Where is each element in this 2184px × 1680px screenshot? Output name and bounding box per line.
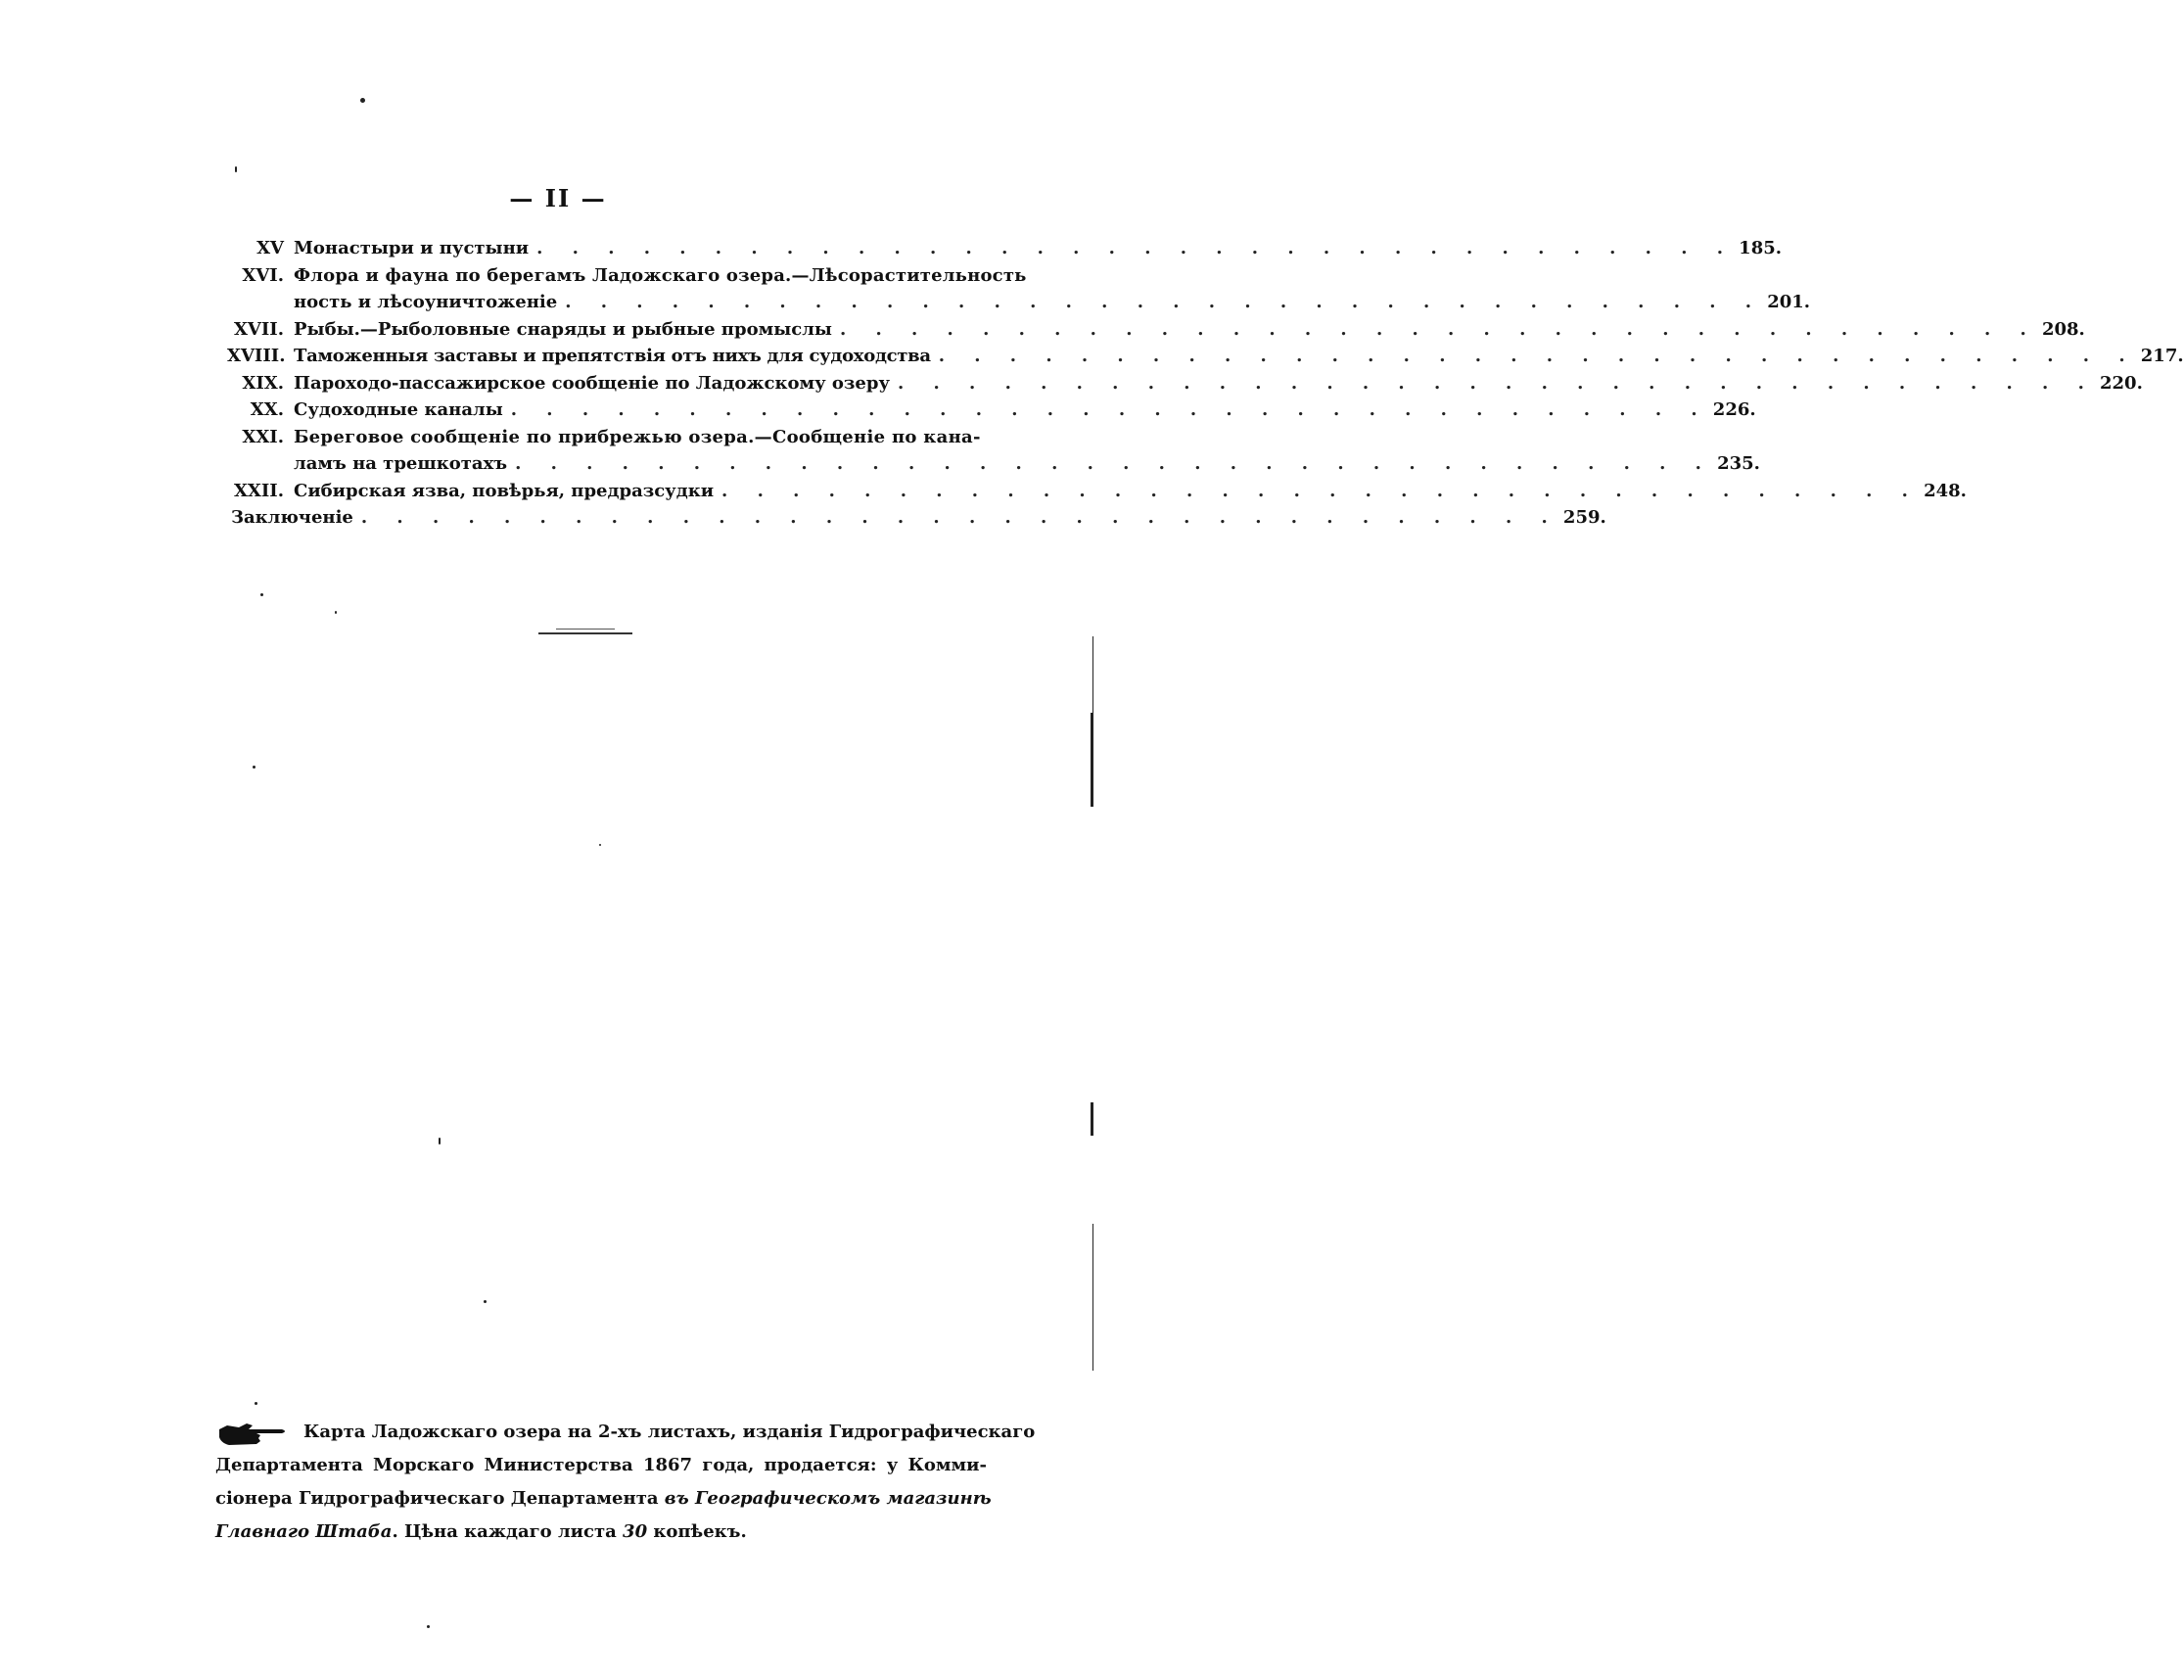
notice-line: Департамента Морскаго Министерства 1867 года, продается: у Комми- [215, 1455, 987, 1475]
notice-line [215, 1482, 992, 1516]
scan-speck [360, 98, 365, 103]
notice-text: . Цѣна каждаго листа [392, 1521, 624, 1542]
toc-entry-number: XVIII. [227, 346, 286, 366]
toc-entry [227, 343, 2184, 370]
table-of-contents [227, 235, 2184, 532]
toc-entry [227, 235, 1783, 262]
scan-speck [260, 593, 263, 596]
toc-entry [227, 397, 1756, 424]
toc-leader-dots: . . . . . . . . . . . . . . . . . . . . . . . . . . . . . . . . . . [515, 453, 1713, 474]
toc-leader-dots: . . . . . . . . . . . . . . . . . . . . . . . . . . . . . . . . . . [839, 318, 2038, 340]
section-divider [556, 629, 615, 630]
notice-text: сіонера Гидрографическаго Департамента [215, 1488, 665, 1509]
toc-entry-continuation [227, 450, 1760, 478]
section-divider [538, 632, 632, 634]
toc-entry-conclusion [227, 504, 1606, 532]
toc-leader-dots: . . . . . . . . . . . . . . . . . . . . . . . . . . . . . . . . . . [938, 346, 2137, 366]
toc-entry-title: Рыбы.—Рыболовные снаряды и рыбные промыслы [294, 318, 832, 340]
toc-entry-title: Пароходо-пассажирское сообщеніе по Ладожскому озеру [294, 372, 890, 394]
page-number-header: — II — [509, 184, 607, 212]
toc-leader-dots: . . . . . . . . . . . . . . . . . . . . . . . . . . . . . . . . . . [360, 507, 1559, 528]
scan-edge-mark [1091, 1102, 1093, 1136]
toc-entry-title: Флора и фауна по берегамъ Ладожскаго озера.—Лѣсорастительность [294, 264, 1027, 286]
toc-leader-dots: . . . . . . . . . . . . . . . . . . . . . . . . . . . . . . . . . . [536, 238, 1736, 258]
toc-entry-number: XXI. [242, 426, 284, 447]
scan-speck [335, 611, 337, 614]
toc-entry-page: 208. [2041, 318, 2085, 340]
toc-entry-page: 226. [1712, 399, 1756, 420]
map-sale-notice [215, 1416, 1036, 1549]
toc-leader-dots: . . . . . . . . . . . . . . . . . . . . . . . . . . . . . . . . . . [565, 292, 1764, 312]
scan-speck [253, 766, 256, 769]
toc-entry-page: 217. [2140, 346, 2184, 366]
notice-italic-text: въ Географическомъ магазинѣ [664, 1488, 992, 1509]
toc-entry-page: 185. [1739, 238, 1783, 258]
toc-entry [227, 262, 1027, 290]
scan-speck [255, 1402, 257, 1405]
toc-entry-title: Таможенныя заставы и препятствія отъ нихъ для судоходства [294, 346, 931, 366]
toc-entry-title: Береговое сообщеніе по прибрежью озера.—Сообщеніе по кана- [294, 426, 981, 447]
scan-edge-mark [1092, 1224, 1093, 1371]
toc-entry-number: XX. [250, 399, 284, 420]
toc-entry-title: Сибирская язва, повѣрья, предразсудки [294, 480, 715, 501]
toc-entry-number: XXII. [233, 480, 284, 501]
toc-leader-dots: . . . . . . . . . . . . . . . . . . . . . . . . . . . . . . . . . . [721, 480, 1920, 501]
scan-speck [427, 1625, 430, 1628]
notice-line [215, 1516, 987, 1549]
toc-leader-dots: . . . . . . . . . . . . . . . . . . . . . . . . . . . . . . . . . . [897, 372, 2096, 394]
notice-price: 30 [623, 1521, 648, 1542]
toc-entry-number: XV [256, 238, 284, 258]
toc-entry-title: Монастыри и пустыни [294, 238, 530, 258]
notice-text: копѣекъ. [647, 1521, 747, 1542]
toc-entry-title: Судоходные каналы [294, 399, 503, 420]
toc-entry [227, 316, 2085, 344]
toc-entry [227, 478, 1967, 505]
toc-entry-title: ламъ на трешкотахъ [294, 453, 508, 474]
scan-speck [439, 1138, 441, 1144]
toc-entry-title: ность и лѣсоуничтоженіе [294, 292, 558, 312]
toc-entry-page: 248. [1924, 480, 1967, 501]
scan-edge-mark [1091, 713, 1093, 807]
toc-entry-page: 201. [1767, 292, 1811, 312]
notice-line: Карта Ладожскаго озера на 2-хъ листахъ, изданія Гидрографическаго [303, 1422, 1036, 1442]
toc-entry-page: 235. [1717, 453, 1760, 474]
toc-entry-number: XVI. [242, 264, 284, 286]
toc-leader-dots: . . . . . . . . . . . . . . . . . . . . . . . . . . . . . . . . . . [510, 399, 1709, 420]
notice-italic-text: Главнаго Штаба [215, 1521, 393, 1542]
toc-entry-number: XIX. [242, 372, 284, 394]
scan-speck [235, 166, 237, 172]
toc-entry-continuation [227, 289, 1811, 316]
toc-entry [227, 424, 979, 451]
toc-entry [227, 370, 2143, 397]
scan-speck [599, 844, 601, 846]
toc-entry-title: Заключеніе [231, 507, 353, 528]
scan-speck [484, 1300, 487, 1303]
toc-entry-number: XVII. [233, 318, 284, 340]
toc-entry-page: 220. [2100, 372, 2143, 394]
toc-entry-page: 259. [1562, 507, 1606, 528]
